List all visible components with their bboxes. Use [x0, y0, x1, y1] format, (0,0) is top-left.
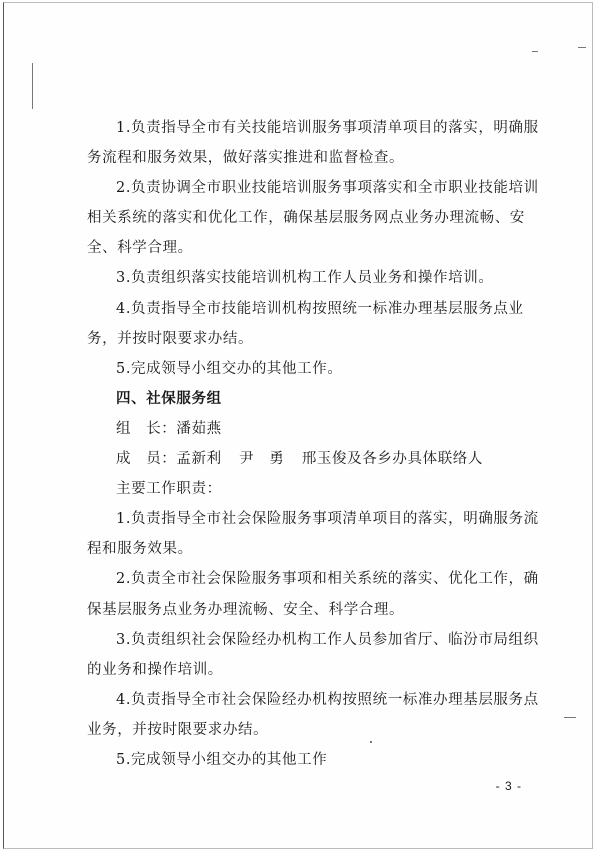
leader-name: 潘茹燕 — [176, 420, 222, 437]
member-name: 孟新利 — [176, 451, 222, 468]
scan-mark — [532, 51, 538, 52]
document-page — [3, 2, 593, 849]
duty-item: 3.负责组织社会保险经办机构工作人员参加省厅、临汾市局组织的业务和操作培训。 — [87, 631, 539, 678]
duty-item: 2.负责全市社会保险服务事项和相关系统的落实、优化工作，确保基层服务点业务办理流畅、安全、科学合理。 — [87, 571, 539, 618]
scan-mark — [564, 717, 576, 718]
members-line — [87, 444, 552, 474]
duty-item: 2.负责协调全市职业技能培训服务事项落实和全市职业技能培训相关系统的落实和优化工作，确保基层服务网点业务办理流畅、安全、科学合理。 — [87, 180, 539, 257]
leader-line — [87, 414, 552, 444]
document-body — [87, 113, 552, 775]
duty-item: 5.完成领导小组交办的其他工作 — [116, 751, 328, 768]
duty-item: 1.负责指导全市社会保险服务事项清单项目的落实，明确服务流程和服务效果。 — [87, 511, 539, 558]
leader-label: 组 长： — [116, 420, 177, 437]
members-label: 成 员： — [116, 451, 177, 468]
scan-mark — [32, 63, 33, 109]
duty-item: 1.负责指导全市有关技能培训服务事项清单项目的落实，明确服务流程和服务效果，做好落实推进和监督检查。 — [87, 120, 539, 167]
scan-mark — [578, 47, 586, 48]
page-number: - 3 - — [495, 779, 522, 793]
member-name: 邢玉俊及各乡办具体联络人 — [301, 451, 484, 468]
member-name: 尹 勇 — [239, 451, 285, 468]
duties-label: 主要工作职责： — [116, 481, 222, 498]
section-heading: 四、社保服务组 — [116, 390, 222, 407]
duty-item: 3.负责组织落实技能培训机构工作人员业务和操作培训。 — [116, 270, 494, 287]
duty-item: 5.完成领导小组交办的其他工作。 — [116, 360, 343, 377]
duty-item: 4.负责指导全市社会保险经办机构按照统一标准办理基层服务点业务，并按时限要求办结。 — [87, 691, 539, 738]
duty-item: 4.负责指导全市技能培训机构按照统一标准办理基层服务点业务，并按时限要求办结。 — [87, 300, 524, 347]
